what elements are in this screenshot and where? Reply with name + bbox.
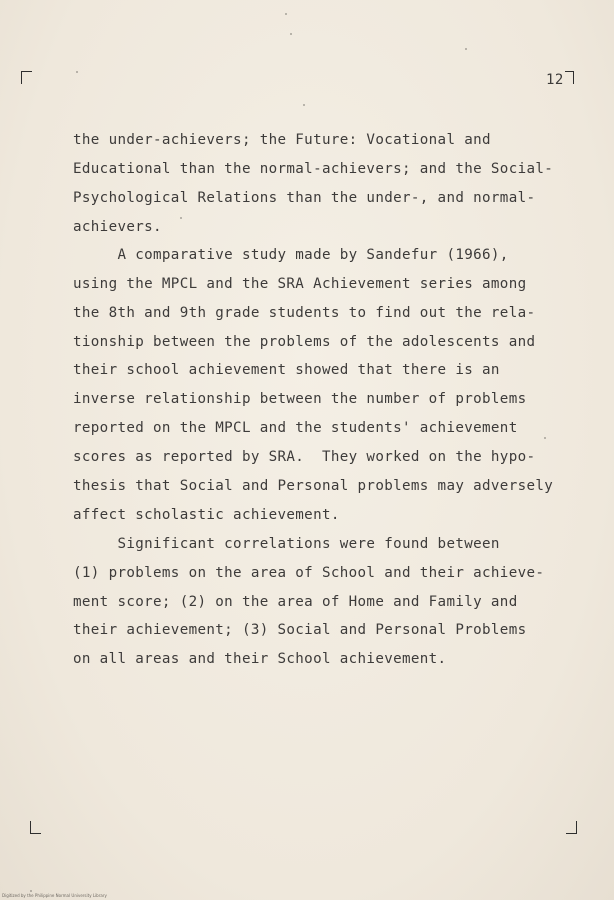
text-line: on all areas and their School achievement. bbox=[73, 651, 447, 667]
text-line: the under-achievers; the Future: Vocational and bbox=[73, 132, 491, 148]
paper-speck bbox=[465, 48, 467, 50]
text-line: their school achievement showed that there is an bbox=[73, 362, 500, 378]
paper-speck bbox=[76, 71, 78, 73]
text-line: achievers. bbox=[73, 219, 162, 235]
crop-mark-top-right bbox=[565, 71, 574, 84]
crop-mark-bottom-right bbox=[566, 821, 577, 834]
text-line: Educational than the normal-achievers; and the Social- bbox=[73, 161, 554, 177]
text-line: ment score; (2) on the area of Home and Family and bbox=[73, 594, 518, 610]
paper-speck bbox=[303, 104, 305, 106]
paper-speck bbox=[290, 33, 292, 35]
text-line: inverse relationship between the number of problems bbox=[73, 391, 527, 407]
text-line: A comparative study made by Sandefur (1966), bbox=[73, 247, 509, 263]
text-line: the 8th and 9th grade students to find out the rela- bbox=[73, 305, 536, 321]
text-line: Psychological Relations than the under-, and normal- bbox=[73, 190, 536, 206]
crop-mark-bottom-left bbox=[30, 821, 41, 834]
text-line: thesis that Social and Personal problems may adversely bbox=[73, 478, 554, 494]
text-line: scores as reported by SRA. They worked on the hypo- bbox=[73, 449, 536, 465]
text-line: (1) problems on the area of School and their achieve- bbox=[73, 565, 545, 581]
page-number: 12 bbox=[546, 72, 564, 88]
paper-speck bbox=[544, 437, 546, 439]
text-line: Significant correlations were found between bbox=[73, 536, 500, 552]
digitization-footer: Digitized by the Philippine Normal University Library bbox=[2, 893, 107, 898]
paper-speck bbox=[30, 890, 32, 892]
text-line: reported on the MPCL and the students' achievement bbox=[73, 420, 518, 436]
text-line: affect scholastic achievement. bbox=[73, 507, 340, 523]
paper-speck bbox=[285, 13, 287, 15]
text-line: tionship between the problems of the adolescents and bbox=[73, 334, 536, 350]
text-line: using the MPCL and the SRA Achievement series among bbox=[73, 276, 527, 292]
crop-mark-top-left bbox=[21, 71, 32, 84]
paper-speck bbox=[180, 217, 182, 219]
text-line: their achievement; (3) Social and Personal Problems bbox=[73, 622, 527, 638]
